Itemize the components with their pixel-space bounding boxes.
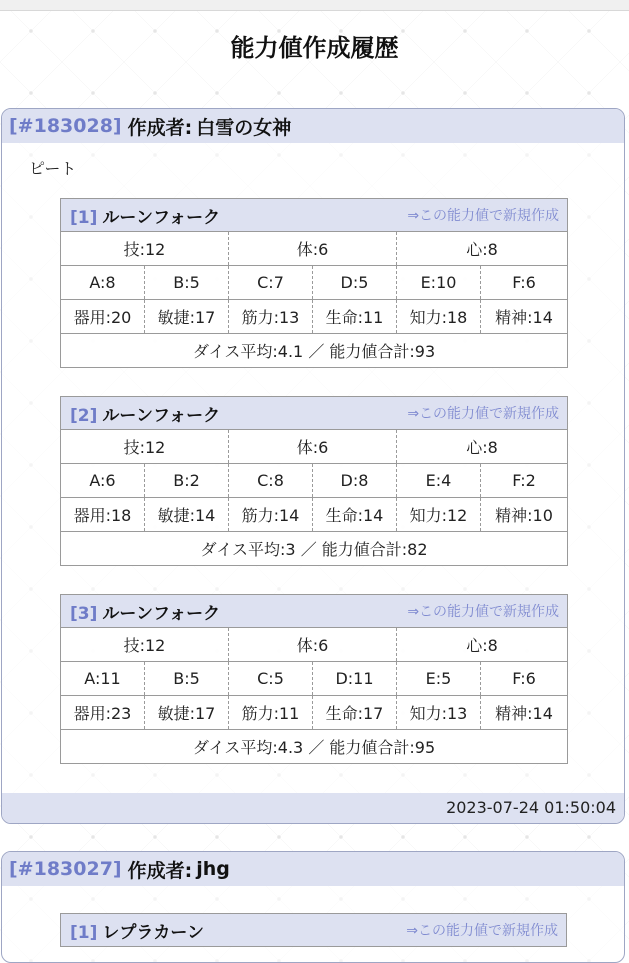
dice-cell: F:6 [481, 662, 568, 696]
base-stat-cell: 心:8 [397, 430, 568, 464]
record-header [2, 852, 624, 886]
dice-cell: A:6 [61, 464, 145, 498]
entry-title [70, 599, 220, 624]
top-bar [0, 0, 629, 11]
ability-entry [60, 198, 567, 368]
author-label: 作成者: [127, 859, 193, 882]
dice-cell: D:8 [313, 464, 397, 498]
entry-index: [1] [70, 922, 98, 943]
entry-header [61, 914, 567, 947]
timestamp: 2023-07-24 01:50:04 [446, 798, 616, 817]
dice-cell: D:5 [313, 266, 397, 300]
entry-title [70, 203, 220, 228]
dice-cell: F:6 [481, 266, 568, 300]
base-stat-cell: 技:12 [61, 430, 229, 464]
dice-cell: D:11 [313, 662, 397, 696]
dice-cell: B:5 [145, 266, 229, 300]
dice-cell: C:7 [229, 266, 313, 300]
stat-cell: 知力:18 [397, 300, 481, 334]
stat-cell: 筋力:13 [229, 300, 313, 334]
stat-cell: 器用:18 [61, 498, 145, 532]
stat-cell: 器用:23 [61, 696, 145, 730]
base-stat-cell: 技:12 [61, 628, 229, 662]
author-name: 白雪の女神 [196, 116, 292, 139]
create-new-link[interactable]: ⇒この能力値で新規作成 [407, 208, 560, 224]
dice-cell: C:5 [229, 662, 313, 696]
ability-entry [60, 913, 567, 947]
ability-entry [60, 396, 567, 566]
stat-cell: 生命:14 [313, 498, 397, 532]
stat-cell: 知力:13 [397, 696, 481, 730]
stat-cell: 知力:12 [397, 498, 481, 532]
record-id-link[interactable]: [#183028] [9, 115, 122, 137]
ability-table [60, 913, 567, 947]
character-name: ピート [29, 159, 77, 178]
stat-cell: 精神:14 [481, 300, 568, 334]
record-id-link[interactable]: [#183027] [9, 858, 122, 880]
ability-table [60, 198, 568, 368]
stat-cell: 生命:17 [313, 696, 397, 730]
dice-cell: B:2 [145, 464, 229, 498]
record-card [1, 851, 625, 963]
author-name: jhg [196, 858, 230, 880]
dice-cell: C:8 [229, 464, 313, 498]
entry-header [61, 397, 568, 430]
dice-cell: E:10 [397, 266, 481, 300]
base-stat-cell: 心:8 [397, 628, 568, 662]
stat-cell: 生命:11 [313, 300, 397, 334]
base-stat-cell: 技:12 [61, 232, 229, 266]
ability-table [60, 594, 568, 764]
summary-cell: ダイス平均:3 ／ 能力値合計:82 [61, 532, 568, 566]
entry-index: [3] [70, 603, 98, 624]
stat-cell: 器用:20 [61, 300, 145, 334]
entry-index: [2] [70, 405, 98, 426]
base-stat-cell: 心:8 [397, 232, 568, 266]
summary-cell: ダイス平均:4.1 ／ 能力値合計:93 [61, 334, 568, 368]
stat-cell: 精神:14 [481, 696, 568, 730]
entry-race: ルーンフォーク [102, 207, 221, 228]
entry-header [61, 199, 568, 232]
ability-table [60, 396, 568, 566]
entry-race: ルーンフォーク [102, 405, 221, 426]
stat-cell: 敏捷:14 [145, 498, 229, 532]
dice-cell: E:4 [397, 464, 481, 498]
stat-cell: 精神:10 [481, 498, 568, 532]
entry-index: [1] [70, 207, 98, 228]
record-footer [2, 793, 624, 823]
author-label: 作成者: [127, 116, 193, 139]
stat-cell: 筋力:11 [229, 696, 313, 730]
stat-cell: 筋力:14 [229, 498, 313, 532]
base-stat-cell: 体:6 [229, 430, 397, 464]
entry-header [61, 595, 568, 628]
base-stat-cell: 体:6 [229, 628, 397, 662]
dice-cell: E:5 [397, 662, 481, 696]
stat-cell: 敏捷:17 [145, 696, 229, 730]
page-title: 能力値作成履歴 [230, 34, 399, 62]
entry-race: レプラカーン [102, 922, 205, 943]
stat-cell: 敏捷:17 [145, 300, 229, 334]
dice-cell: A:8 [61, 266, 145, 300]
dice-cell: A:11 [61, 662, 145, 696]
dice-cell: F:2 [481, 464, 568, 498]
entry-title [70, 918, 204, 943]
ability-entry [60, 594, 567, 764]
entry-race: ルーンフォーク [102, 603, 221, 624]
record-header [2, 109, 624, 143]
create-new-link[interactable]: ⇒この能力値で新規作成 [407, 406, 560, 422]
record-card [1, 108, 625, 824]
base-stat-cell: 体:6 [229, 232, 397, 266]
create-new-link[interactable]: ⇒この能力値で新規作成 [407, 604, 560, 620]
dice-cell: B:5 [145, 662, 229, 696]
summary-cell: ダイス平均:4.3 ／ 能力値合計:95 [61, 730, 568, 764]
create-new-link[interactable]: ⇒この能力値で新規作成 [406, 923, 558, 939]
entry-title [70, 401, 220, 426]
